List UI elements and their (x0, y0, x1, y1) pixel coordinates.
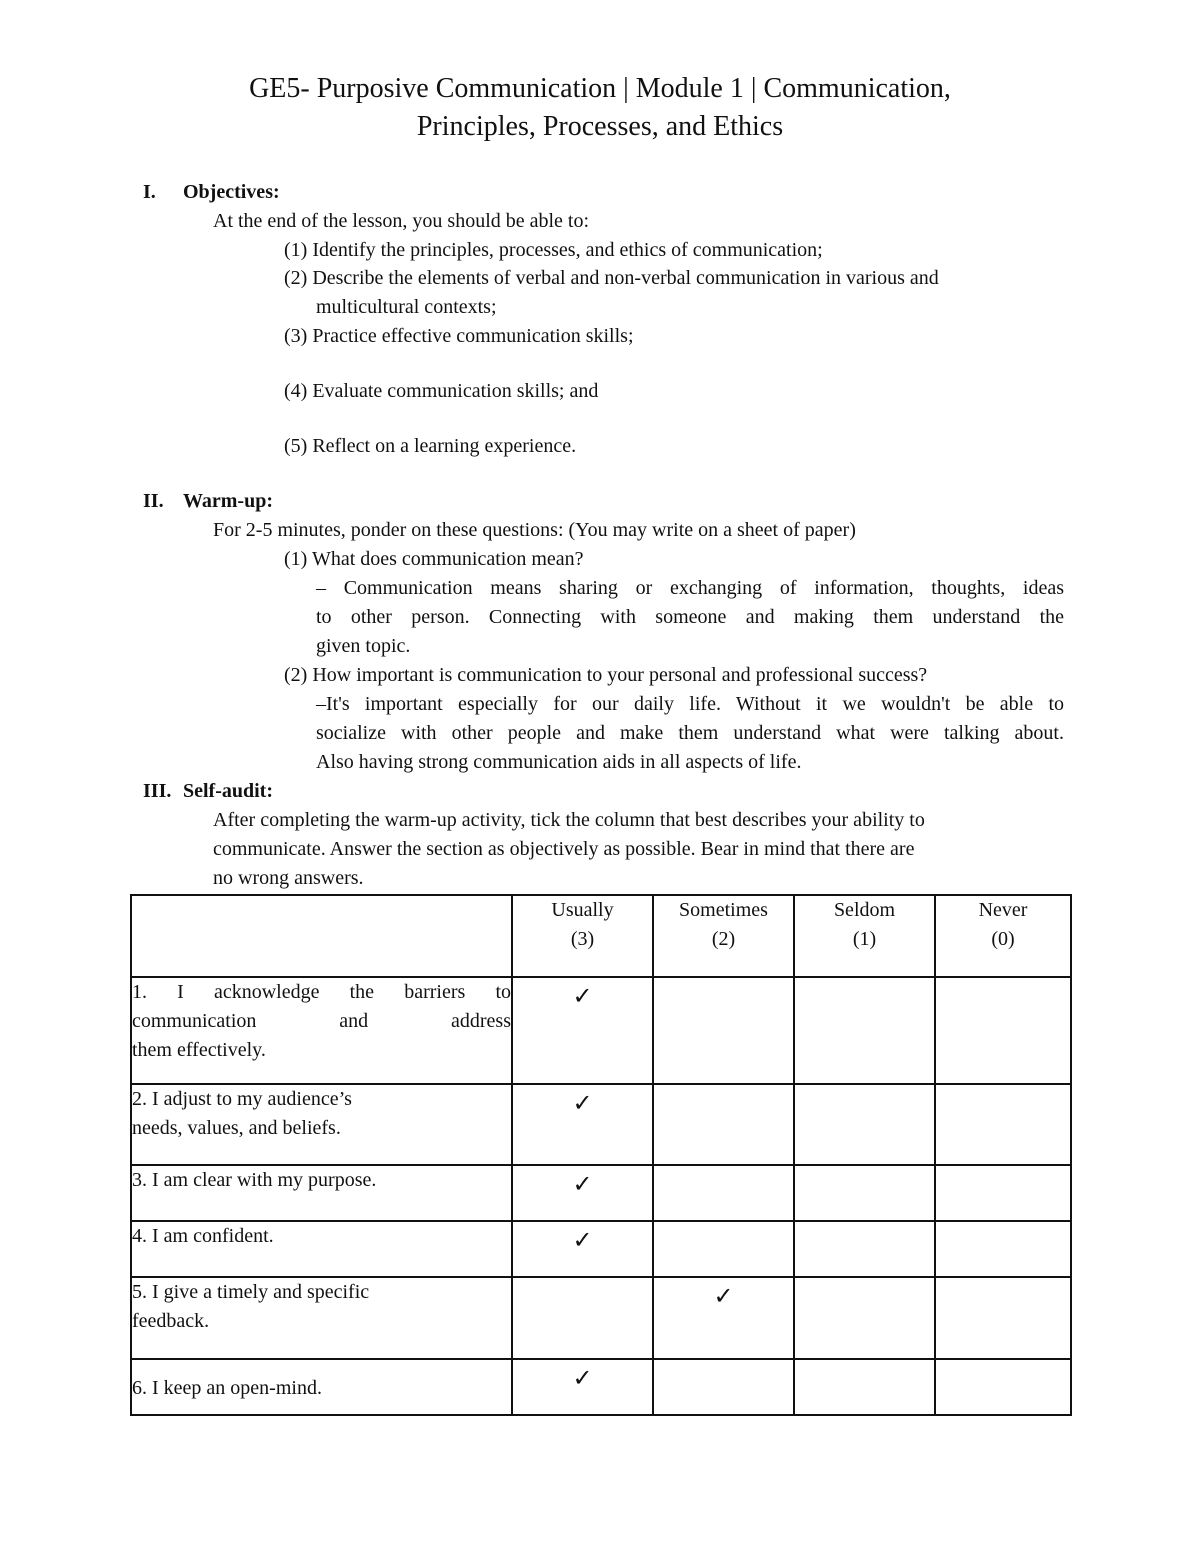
statement-cell (131, 1165, 512, 1221)
column-score: (2) (711, 928, 736, 950)
table-row (131, 1277, 1071, 1359)
check-mark-icon: ✓ (572, 1089, 593, 1117)
statement-line: 3. I am clear with my purpose. (132, 1169, 377, 1191)
rating-cell-seldom[interactable] (794, 1277, 935, 1359)
rating-cell-usually[interactable] (512, 1165, 653, 1221)
objectives-intro: At the end of the lesson, you should be able to: (213, 210, 590, 232)
table-row (131, 1359, 1071, 1415)
selfaudit-intro-line: After completing the warm-up activity, tick the column that best describes your ability to (213, 809, 925, 831)
rating-cell-seldom[interactable] (794, 1084, 935, 1165)
rating-cell-sometimes[interactable] (653, 1359, 794, 1415)
statement-line: communication and address (132, 1010, 511, 1032)
self-audit-table (130, 894, 1072, 1416)
statement-line: 2. I adjust to my audience’s (132, 1088, 352, 1110)
objective-item-continued: multicultural contexts; (316, 296, 497, 318)
rating-cell-usually[interactable] (512, 977, 653, 1084)
warmup-answer-1-line: – Communication means sharing or exchanging of information, thoughts, ideas (316, 577, 1064, 599)
statement-line: 1. I acknowledge the barriers to (132, 981, 511, 1003)
check-mark-icon: ✓ (572, 982, 593, 1010)
rating-cell-usually[interactable] (512, 1359, 653, 1415)
rating-cell-seldom[interactable] (794, 1359, 935, 1415)
warmup-question-2: (2) How important is communication to your personal and professional success? (284, 664, 928, 686)
statement-cell (131, 1277, 512, 1359)
objective-item: (1) Identify the principles, processes, and ethics of communication; (284, 239, 823, 261)
selfaudit-intro-line: communicate. Answer the section as objectively as possible. Bear in mind that there are (213, 838, 915, 860)
table-row (131, 1084, 1071, 1165)
rating-cell-never[interactable] (935, 1277, 1071, 1359)
rating-cell-seldom[interactable] (794, 1165, 935, 1221)
selfaudit-number: III. (143, 780, 172, 802)
rating-cell-sometimes[interactable] (653, 1277, 794, 1359)
rating-cell-sometimes[interactable] (653, 977, 794, 1084)
column-score: (1) (852, 928, 877, 950)
rating-cell-seldom[interactable] (794, 1221, 935, 1277)
table-row (131, 1221, 1071, 1277)
page-title: GE5- Purposive Communication | Module 1 | Communication, (249, 73, 951, 104)
rating-cell-never[interactable] (935, 1221, 1071, 1277)
warmup-answer-2-line: –It's important especially for our daily life. Without it we wouldn't be able to (316, 693, 1064, 715)
rating-cell-usually[interactable] (512, 1221, 653, 1277)
rating-cell-seldom[interactable] (794, 977, 935, 1084)
warmup-answer-2-line: socialize with other people and make them understand what were talking about. (316, 722, 1064, 744)
warmup-question-1: (1) What does communication mean? (284, 548, 584, 570)
statement-line: feedback. (132, 1310, 210, 1332)
statement-cell (131, 977, 512, 1084)
column-label: Usually (551, 899, 614, 921)
column-label: Seldom (833, 899, 896, 921)
check-mark-icon: ✓ (713, 1282, 734, 1310)
check-mark-icon: ✓ (572, 1170, 593, 1198)
column-label: Never (978, 899, 1028, 921)
check-mark-icon: ✓ (572, 1364, 593, 1392)
page-subtitle: Principles, Processes, and Ethics (416, 111, 784, 142)
rating-cell-sometimes[interactable] (653, 1165, 794, 1221)
column-score: (0) (991, 928, 1015, 950)
statement-line: 6. I keep an open-mind. (132, 1377, 322, 1399)
check-mark-icon: ✓ (572, 1226, 593, 1254)
objective-item: (4) Evaluate communication skills; and (284, 380, 599, 402)
table-row (131, 977, 1071, 1084)
warmup-intro: For 2-5 minutes, ponder on these questions: (You may write on a sheet of paper) (213, 519, 856, 541)
column-header-seldom (794, 895, 935, 977)
warmup-answer-2-line: Also having strong communication aids in all aspects of life. (316, 751, 802, 773)
rating-cell-usually[interactable] (512, 1084, 653, 1165)
rating-cell-never[interactable] (935, 1165, 1071, 1221)
statement-line: 4. I am confident. (132, 1225, 274, 1247)
column-header-never (935, 895, 1071, 977)
statement-cell (131, 1359, 512, 1415)
warmup-number: II. (143, 490, 164, 512)
objective-item: (2) Describe the elements of verbal and non-verbal communication in various and (284, 267, 939, 289)
objective-item: (3) Practice effective communication skills; (284, 325, 634, 347)
statement-cell (131, 1084, 512, 1165)
warmup-answer-1-line: given topic. (316, 635, 411, 657)
rating-cell-sometimes[interactable] (653, 1221, 794, 1277)
column-score: (3) (570, 928, 595, 950)
table-row (131, 1165, 1071, 1221)
column-header-usually (512, 895, 653, 977)
rating-cell-sometimes[interactable] (653, 1084, 794, 1165)
objectives-heading: Objectives: (183, 181, 280, 203)
objectives-number: I. (143, 181, 156, 203)
statement-line: them effectively. (132, 1039, 266, 1061)
table-header-row (131, 895, 1071, 977)
warmup-heading: Warm-up: (183, 490, 273, 512)
selfaudit-heading: Self-audit: (183, 780, 273, 802)
statement-header-cell (131, 895, 512, 977)
objective-item: (5) Reflect on a learning experience. (284, 435, 577, 457)
statement-line: 5. I give a timely and specific (132, 1281, 370, 1303)
column-header-sometimes (653, 895, 794, 977)
statement-line: needs, values, and beliefs. (132, 1117, 341, 1139)
rating-cell-never[interactable] (935, 1359, 1071, 1415)
column-label: Sometimes (679, 899, 768, 921)
warmup-answer-1-line: to other person. Connecting with someone and making them understand the (316, 606, 1064, 628)
selfaudit-intro-line: no wrong answers. (213, 867, 364, 889)
rating-cell-usually[interactable] (512, 1277, 653, 1359)
rating-cell-never[interactable] (935, 977, 1071, 1084)
rating-cell-never[interactable] (935, 1084, 1071, 1165)
statement-cell (131, 1221, 512, 1277)
